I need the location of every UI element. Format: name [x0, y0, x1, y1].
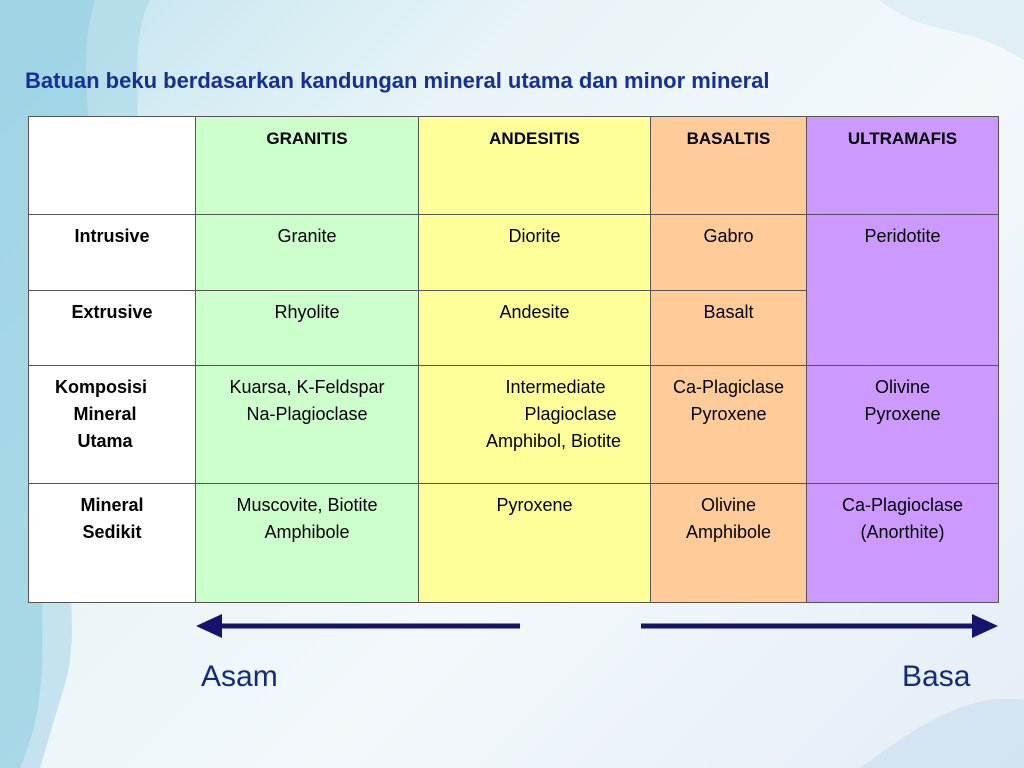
- cell-line: Plagioclase: [524, 404, 617, 424]
- cell-line: (Anorthite): [860, 522, 945, 542]
- cell-sedikit-andesitis: [419, 484, 651, 603]
- left-arrow-icon: [196, 614, 520, 638]
- col-header-granitis: GRANITIS: [196, 117, 419, 215]
- cell-intrusive-ultramafis: Peridotite: [807, 215, 999, 366]
- header-row: [29, 117, 999, 215]
- slide-title: Batuan beku berdasarkan kandungan mineral utama dan minor mineral: [25, 68, 770, 93]
- right-arrow-icon: [641, 614, 998, 638]
- label-line: Komposisi: [54, 377, 147, 397]
- cell-line: Olivine: [700, 495, 757, 515]
- cell-line: Kuarsa, K-Feldspar: [229, 377, 385, 397]
- cell-komposisi-ultramafis: [807, 366, 999, 484]
- cell-line: Amphibole: [685, 522, 772, 542]
- label-line: Utama: [77, 431, 133, 451]
- cell-komposisi-andesitis: [419, 366, 651, 484]
- cell-line: Amphibol, Biotite: [485, 431, 622, 451]
- cell-line: Pyroxene: [690, 404, 767, 424]
- col-header-ultramafis: ULTRAMAFIS: [807, 117, 999, 215]
- row-mineral-sedikit: [29, 484, 999, 603]
- row-label-extrusive: Extrusive: [29, 291, 196, 366]
- col-header-andesitis: ANDESITIS: [419, 117, 651, 215]
- cell-intrusive-andesitis: Diorite: [419, 215, 651, 291]
- label-line: Mineral: [80, 495, 144, 515]
- cell-komposisi-granitis: [196, 366, 419, 484]
- col-header-basaltis: BASALTIS: [651, 117, 807, 215]
- cell-line: Ca-Plagiclase: [672, 377, 785, 397]
- label-line: Mineral: [73, 404, 137, 424]
- cell-line: Olivine: [874, 377, 931, 397]
- cell-intrusive-granitis: Granite: [196, 215, 419, 291]
- row-intrusive: [29, 215, 999, 291]
- cell-sedikit-basaltis: [651, 484, 807, 603]
- cell-line: Amphibole: [264, 522, 350, 542]
- row-label-mineral-sedikit: [29, 484, 196, 603]
- cell-line: Pyroxene: [864, 404, 941, 424]
- cell-komposisi-basaltis: [651, 366, 807, 484]
- header-empty-cell: [29, 117, 196, 215]
- label-asam: Asam: [201, 660, 278, 693]
- label-basa: Basa: [902, 660, 971, 693]
- igneous-rock-table: [28, 116, 999, 603]
- cell-extrusive-andesitis: Andesite: [419, 291, 651, 366]
- cell-line: Pyroxene: [496, 495, 573, 515]
- row-label-komposisi: [29, 366, 196, 484]
- cell-intrusive-basaltis: Gabro: [651, 215, 807, 291]
- label-line: Sedikit: [82, 522, 142, 542]
- cell-line: Ca-Plagioclase: [841, 495, 964, 515]
- cell-extrusive-granitis: Rhyolite: [196, 291, 419, 366]
- row-komposisi: [29, 366, 999, 484]
- cell-sedikit-ultramafis: [807, 484, 999, 603]
- acid-base-arrows: [0, 600, 1024, 660]
- row-label-intrusive: Intrusive: [29, 215, 196, 291]
- cell-extrusive-basaltis: Basalt: [651, 291, 807, 366]
- cell-line: Muscovite, Biotite: [236, 495, 378, 515]
- cell-line: Intermediate: [505, 377, 606, 397]
- cell-sedikit-granitis: [196, 484, 419, 603]
- cell-line: Na-Plagioclase: [246, 404, 368, 424]
